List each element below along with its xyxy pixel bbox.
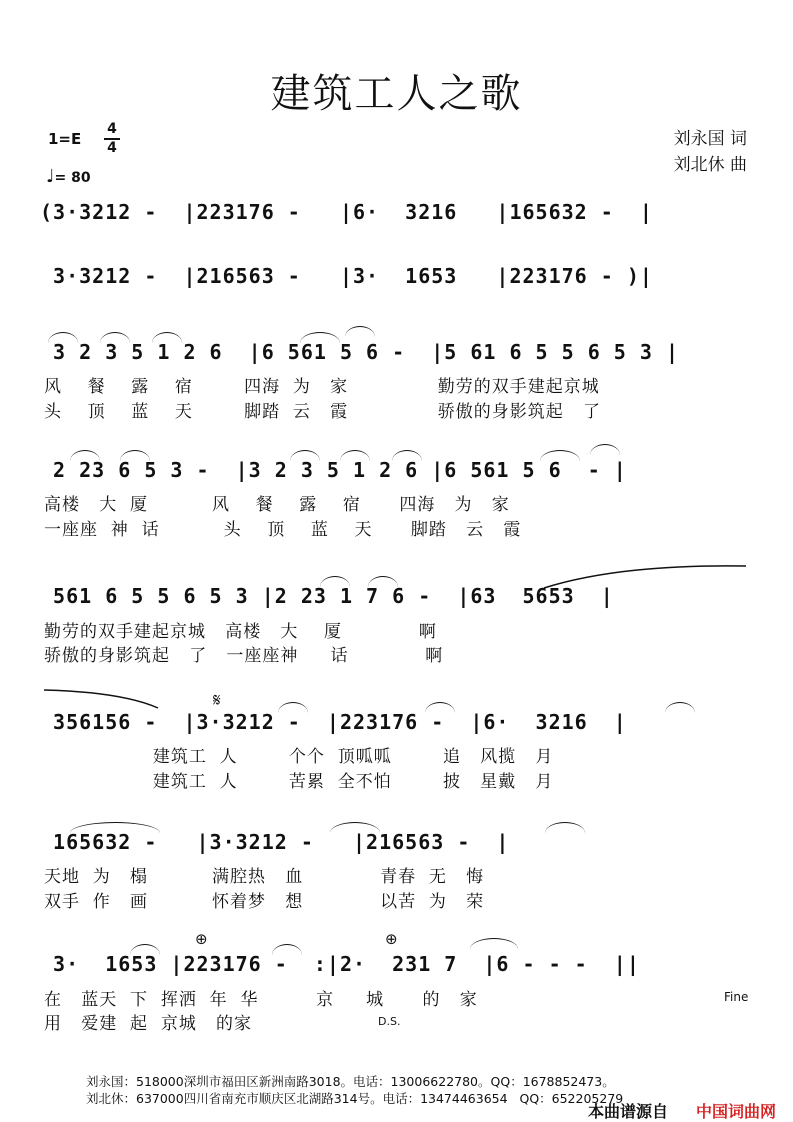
slur: [368, 576, 398, 587]
lyric-row-6-verse-1: 建筑工 人 个个 顶呱呱 追 风揽 月: [44, 747, 554, 767]
lyric-row-4-verse-1: 高楼 大 厦 风 餐 露 宿 四海 为 家: [44, 495, 510, 515]
long-tie-arc: [540, 560, 750, 590]
slur: [70, 822, 160, 833]
slur: [545, 822, 585, 833]
notes-row-3: 3 2 3 5 1 2 6 |6 561 5 6 - |5 61 6 5 5 6 5 3 |: [40, 340, 680, 364]
slur: [320, 576, 350, 587]
lyric-row-8-verse-1: 在 蓝天 下 挥洒 年 华 京 城 的 家: [44, 990, 478, 1010]
slur: [340, 450, 370, 461]
notes-row-7: 165632 - |3·3212 - |216563 - |: [40, 830, 510, 854]
slur: [470, 938, 518, 949]
slur: [330, 822, 380, 833]
lyricist-credit: 刘永国 词: [673, 129, 747, 149]
slur: [665, 702, 695, 713]
composer-credit: 刘北休 曲: [673, 155, 747, 175]
lyric-row-5-verse-2: 骄傲的身影筑起 了 一座座神 话 啊: [44, 646, 444, 666]
notes-row-5: 561 6 5 5 6 5 3 |2 23 1 7 6 - |63 5653 |: [40, 584, 614, 608]
notes-row-8: 3· 1653 |223176 - :|2· 231 7 |6 - - - ||: [40, 952, 640, 976]
notes-row-2: 3·3212 - |216563 - |3· 1653 |223176 - )|: [40, 264, 653, 288]
key-signature: 1=E: [48, 130, 82, 148]
tempo-marking: [46, 166, 91, 187]
quarter-note-icon: ♩: [46, 166, 55, 187]
slur: [278, 702, 308, 713]
staff-row-1: [40, 200, 756, 260]
song-title: 建筑工人之歌: [270, 71, 523, 117]
slur: [425, 702, 455, 713]
lyric-row-3-verse-1: 风 餐 露 宿 四海 为 家 勤劳的双手建起京城: [44, 377, 600, 397]
notes-row-4: 2 23 6 5 3 - |3 2 3 5 1 2 6 |6 561 5 6 - |: [40, 458, 627, 482]
slur: [392, 450, 422, 461]
slur: [100, 332, 130, 343]
segno-icon: 𝄋: [213, 690, 221, 711]
slur: [540, 450, 580, 461]
long-tie-arc-end: [42, 686, 162, 710]
lyric-row-5-verse-1: 勤劳的双手建起京城 高楼 大 厦 啊: [44, 622, 437, 642]
notes-row-6: 356156 - |3·3212 - |223176 - |6· 3216 |: [40, 710, 627, 734]
lyric-row-8-verse-2: 用 爱建 起 京城 的家: [44, 1014, 253, 1034]
slur: [48, 332, 78, 343]
footer-contact-lyricist: 刘永国：518000深圳市福田区新洲南路3018。电话：13006622780。QQ：1678852473。: [86, 1074, 615, 1089]
slur: [272, 944, 302, 955]
slur: [120, 450, 150, 461]
slur: [590, 444, 620, 455]
lyric-row-4-verse-2: 一座座 神 话 头 顶 蓝 天 脚踏 云 霞: [44, 520, 522, 540]
lyric-row-7-verse-1: 天地 为 榻 满腔热 血 青春 无 悔: [44, 867, 485, 887]
tempo-value: = 80: [54, 170, 91, 186]
time-top: 4: [107, 121, 117, 137]
slur: [70, 450, 100, 461]
ds-marking: D.S.: [378, 1015, 401, 1028]
time-signature: [104, 122, 120, 156]
slur: [152, 332, 182, 343]
footer-contact-composer: 刘北休：637000四川省南充市顺庆区北湖路314号。电话：13474463654 QQ：652205279: [86, 1091, 624, 1106]
brand-link[interactable]: 中国词曲网: [696, 1102, 777, 1121]
lyric-row-7-verse-2: 双手 作 画 怀着梦 想 以苦 为 荣: [44, 892, 485, 912]
lyric-row-3-verse-2: 头 顶 蓝 天 脚踏 云 霞 骄傲的身影筑起 了: [44, 402, 601, 422]
fine-marking: Fine: [724, 990, 749, 1004]
source-label: 本曲谱源自: [588, 1102, 669, 1121]
slur: [300, 332, 340, 343]
slur: [130, 944, 160, 955]
slur: [345, 326, 375, 337]
staff-row-2: [40, 264, 756, 324]
coda-icon: ⊕: [195, 930, 208, 948]
notes-row-1: (3·3212 - |223176 - |6· 3216 |165632 - |: [40, 200, 653, 224]
time-bottom: 4: [107, 139, 117, 156]
slur: [290, 450, 320, 461]
coda-icon: ⊕: [385, 930, 398, 948]
lyric-row-6-verse-2: 建筑工 人 苦累 全不怕 披 星戴 月: [44, 772, 554, 792]
